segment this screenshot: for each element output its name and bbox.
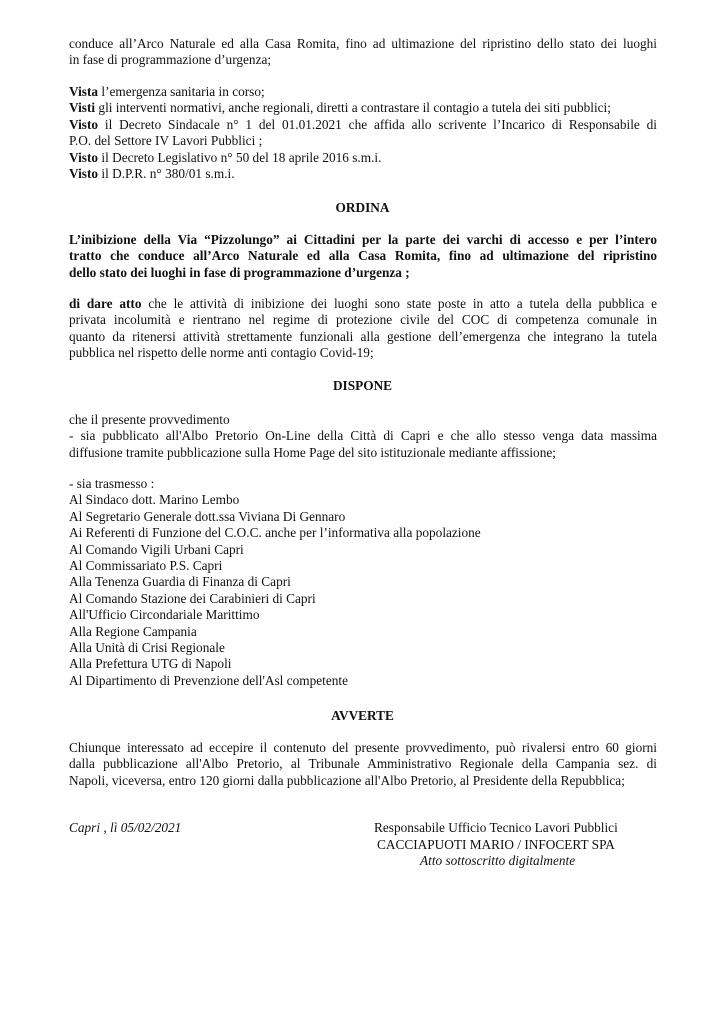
atto-paragraph	[69, 296, 657, 362]
premise-text: il Decreto Sindacale n° 1 del 01.01.2021 che affida allo scrivente l’Incarico di Responsabile di	[98, 116, 657, 132]
premise-text: gli interventi normativi, anche regionali, diretti a contrastare il contagio a tutela dei siti pubblici;	[95, 100, 611, 116]
recipient-item: Al Dipartimento di Prevenzione dell'Asl competente	[69, 672, 348, 688]
atto-line: pubblica nel rispetto delle norme anti contagio Covid-19;	[69, 345, 374, 361]
premise-label: Visto	[69, 116, 99, 132]
premise-text: P.O. del Settore IV Lavori Pubblici ;	[69, 133, 263, 149]
premise-label: Visti	[69, 100, 96, 116]
premise-text: il Decreto Legislativo n° 50 del 18 aprile 2016 s.m.i.	[98, 149, 382, 165]
recipient-item: Al Segretario Generale dott.ssa Viviana Di Gennaro	[69, 508, 346, 524]
publish-line: diffusione tramite pubblicazione sulla Home Page del sito istituzionale mediante affissione;	[69, 444, 556, 460]
premise-label: Visto	[69, 166, 99, 182]
premise-line	[69, 84, 657, 100]
order-paragraph	[69, 232, 657, 281]
ordina-heading: ORDINA	[335, 200, 390, 215]
avverte-heading: AVVERTE	[331, 708, 394, 723]
order-line: tratto che conduce all’Arco Naturale ed alla Casa Romita, fino ad ultimazione del ripristino	[69, 248, 657, 264]
recipient-item: Alla Prefettura UTG di Napoli	[69, 656, 232, 672]
avverte-paragraph	[69, 740, 657, 789]
intro-paragraph	[69, 36, 657, 69]
premise-label: Visto	[69, 149, 99, 165]
atto-text: che le attività di inibizione dei luoghi sono state poste in atto a tutela della pubblica e	[141, 296, 658, 311]
avverte-line: Chiunque interessato ad eccepire il contenuto del presente provvedimento, può rivalersi entro 60 giorni	[69, 740, 657, 755]
recipients-block	[69, 476, 657, 689]
premise-text: il D.P.R. n° 380/01 s.m.i.	[98, 166, 235, 182]
place-date: Capri , lì 05/02/2021	[69, 820, 182, 835]
recipient-item: Al Commissariato P.S. Capri	[69, 558, 223, 574]
intro-line: in fase di programmazione d’urgenza;	[69, 52, 272, 68]
recipient-item: Alla Regione Campania	[69, 623, 197, 639]
premise-line	[69, 117, 657, 133]
premise-line	[69, 166, 657, 182]
atto-label: di dare atto	[69, 296, 142, 311]
premise-line	[69, 100, 657, 116]
transmit-intro: - sia trasmesso :	[69, 476, 155, 491]
publish-line: - sia pubblicato all'Albo Pretorio On-Line della Città di Capri e che allo stesso venga data massima	[69, 428, 657, 444]
signer-name: CACCIAPUOTI MARIO / INFOCERT SPA	[377, 837, 615, 852]
premise-line	[69, 150, 657, 166]
recipient-item: Al Comando Stazione dei Carabinieri di Capri	[69, 590, 316, 606]
recipient-item: Alla Tenenza Guardia di Finanza di Capri	[69, 574, 291, 590]
recipient-item: Al Comando Vigili Urbani Capri	[69, 541, 244, 557]
recipient-item: Ai Referenti di Funzione del C.O.C. anche per l’informativa alla popolazione	[69, 525, 481, 541]
digital-signature-note: Atto sottoscritto digitalmente	[420, 853, 576, 868]
atto-line: quanto da ritenersi attività strettamente funzionali alla gestione dell’emergenza che integrano la tutela	[69, 328, 657, 344]
premise-label: Vista	[69, 84, 99, 99]
premise-text: l’emergenza sanitaria in corso;	[98, 84, 265, 99]
premise-line	[69, 133, 657, 149]
signer-role: Responsabile Ufficio Tecnico Lavori Pubblici	[374, 820, 618, 835]
dispone-intro-block	[69, 412, 657, 461]
order-line: dello stato dei luoghi in fase di programmazione d’urgenza ;	[69, 264, 410, 280]
order-line: L’inibizione della Via “Pizzolungo” ai Cittadini per la parte dei varchi di accesso e per l’intero	[69, 232, 657, 247]
recipient-item: Alla Unità di Crisi Regionale	[69, 640, 225, 656]
premises-list	[69, 84, 657, 182]
intro-line: conduce all’Arco Naturale ed alla Casa Romita, fino ad ultimazione del ripristino dello stato dei luoghi	[69, 36, 657, 51]
recipient-item: All'Ufficio Circondariale Marittimo	[69, 607, 260, 623]
avverte-line: Napoli, viceversa, entro 120 giorni dalla pubblicazione all'Albo Pretorio, al Presidente della Repubblica;	[69, 772, 625, 788]
recipient-item: Al Sindaco dott. Marino Lembo	[69, 492, 240, 508]
avverte-line: dalla pubblicazione all'Albo Pretorio, al Tribunale Amministrativo Regionale della Campania sez. di	[69, 756, 657, 772]
atto-line: privata incolumità e rientrano nel regime di protezione civile del COC di competenza comunale in	[69, 312, 657, 328]
dispone-heading: DISPONE	[332, 378, 393, 393]
atto-line	[69, 296, 657, 312]
dispone-intro: che il presente provvedimento	[69, 412, 230, 427]
